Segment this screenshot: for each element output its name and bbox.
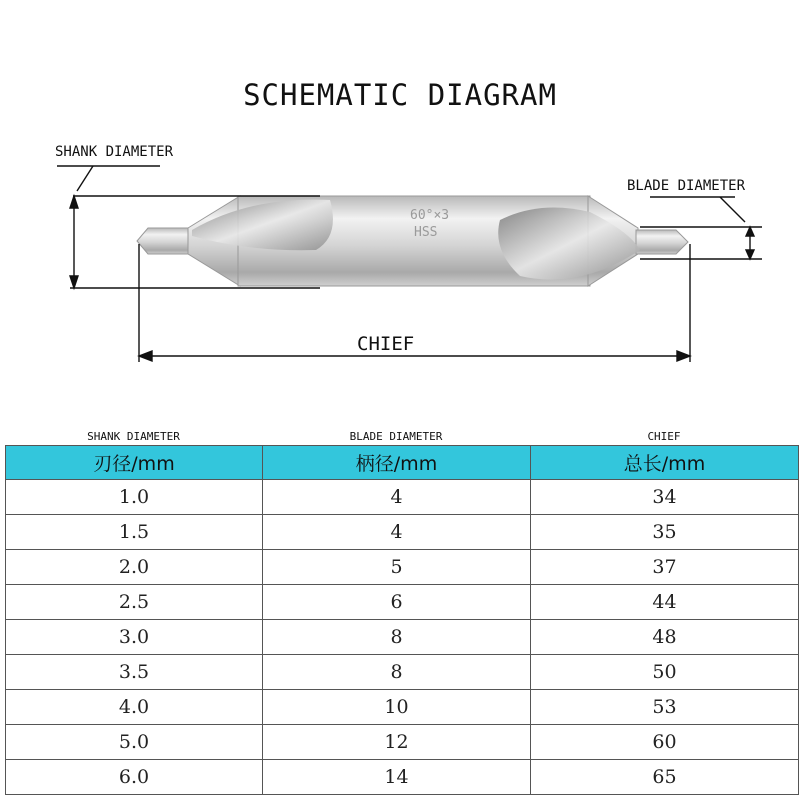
table-row xyxy=(6,690,799,725)
cell: 6.0 xyxy=(6,760,263,795)
header-shank-diameter: 柄径/mm xyxy=(263,446,531,480)
table-row xyxy=(6,620,799,655)
diagram-title: SCHEMATIC DIAGRAM xyxy=(243,78,557,112)
cell: 8 xyxy=(263,655,531,690)
cell: 3.0 xyxy=(6,620,263,655)
drill-marking-line2: HSS xyxy=(414,225,438,240)
cell: 10 xyxy=(263,690,531,725)
cell: 1.0 xyxy=(6,480,263,515)
drill-marking-line1: 60°×3 xyxy=(410,208,450,223)
cell: 53 xyxy=(531,690,799,725)
cell: 5 xyxy=(263,550,531,585)
cell: 14 xyxy=(263,760,531,795)
cell: 2.0 xyxy=(6,550,263,585)
table-row xyxy=(6,480,799,515)
cell: 65 xyxy=(531,760,799,795)
cell: 4.0 xyxy=(6,690,263,725)
table-row xyxy=(6,515,799,550)
cell: 37 xyxy=(531,550,799,585)
header-blade-diameter: 刃径/mm xyxy=(6,446,263,480)
cell: 34 xyxy=(531,480,799,515)
cell: 4 xyxy=(263,480,531,515)
center-drill-bit xyxy=(137,196,688,286)
table-row xyxy=(6,585,799,620)
cell: 4 xyxy=(263,515,531,550)
shank-diameter-label: SHANK DIAMETER xyxy=(55,144,174,160)
header-total-length: 总长/mm xyxy=(531,446,799,480)
cell: 48 xyxy=(531,620,799,655)
cell: 35 xyxy=(531,515,799,550)
left-pilot-tip xyxy=(137,228,190,254)
cell: 60 xyxy=(531,725,799,760)
cell: 5.0 xyxy=(6,725,263,760)
table-caption-chief: CHIEF xyxy=(647,430,681,443)
cell: 6 xyxy=(263,585,531,620)
chief-label: CHIEF xyxy=(357,333,415,355)
cell: 12 xyxy=(263,725,531,760)
cell: 2.5 xyxy=(6,585,263,620)
table-row xyxy=(6,725,799,760)
table-caption-shank: SHANK DIAMETER xyxy=(87,430,180,443)
table-row xyxy=(6,550,799,585)
cell: 8 xyxy=(263,620,531,655)
cell: 44 xyxy=(531,585,799,620)
right-pilot-tip xyxy=(636,230,688,254)
table-row xyxy=(6,655,799,690)
cell: 1.5 xyxy=(6,515,263,550)
table-row xyxy=(6,760,799,795)
table-caption-blade: BLADE DIAMETER xyxy=(349,430,443,443)
blade-diameter-label: BLADE DIAMETER xyxy=(627,178,746,194)
cell: 3.5 xyxy=(6,655,263,690)
cell: 50 xyxy=(531,655,799,690)
spec-table xyxy=(5,445,799,795)
table-header-row xyxy=(6,446,799,480)
